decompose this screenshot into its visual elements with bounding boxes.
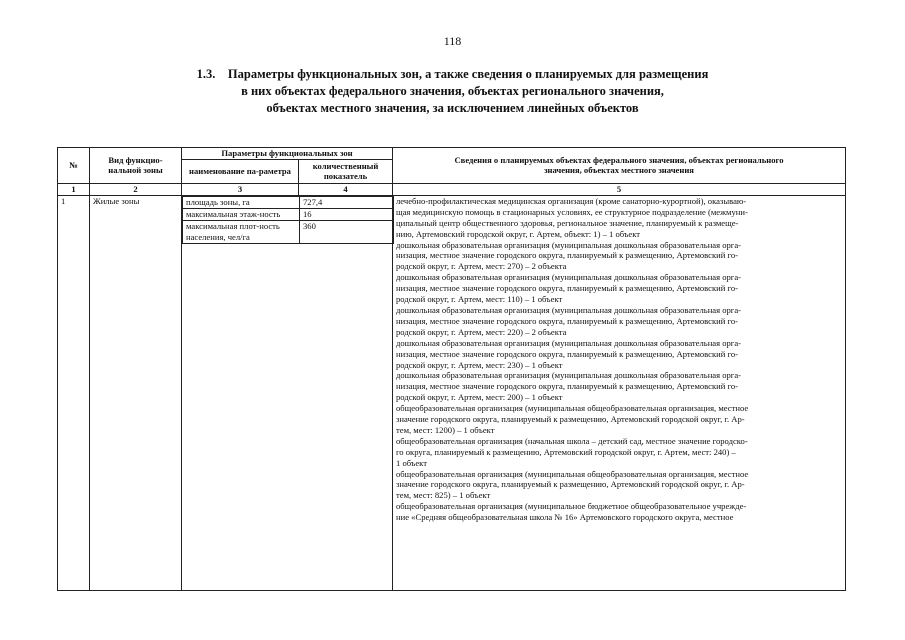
info-line: дошкольная образовательная организация (муниципальная дошкольная образовательная орга- — [396, 239, 741, 250]
info-line: родской округ, г. Артем, мест: 230) – 1 объект — [396, 359, 563, 370]
header-zone-type: Вид функцио-нальной зоны — [90, 148, 182, 184]
info-line: родской округ, г. Артем, мест: 110) – 1 объект — [396, 294, 563, 305]
param-value: 360 — [300, 220, 394, 243]
info-line: общеобразовательная организация (муниципальное бюджетное общеобразовательное учрежде- — [396, 501, 747, 512]
info-line: дошкольная образовательная организация (муниципальная дошкольная образовательная орга- — [396, 304, 741, 315]
param-row — [183, 196, 394, 208]
info-line: родской округ, г. Артем, мест: 270) – 2 объекта — [396, 261, 567, 272]
column-number: 4 — [299, 183, 393, 195]
info-line: нию, Артемовский городской округ, г. Артем, объект: 1) – 1 объект — [396, 228, 641, 239]
info-line: 1 объект — [396, 457, 427, 468]
info-line: дошкольная образовательная организация (муниципальная дошкольная образовательная орга- — [396, 337, 741, 348]
functional-zones-table — [57, 147, 846, 591]
heading-line: объектах местного значения, за исключением линейных объектов — [266, 101, 639, 115]
info-line: общеобразовательная организация (муниципальная общеобразовательная организация, местное — [396, 403, 749, 414]
param-name: площадь зоны, га — [183, 196, 300, 208]
column-number: 1 — [58, 183, 90, 195]
info-line: родской округ, г. Артем, мест: 220) – 2 объекта — [396, 326, 567, 337]
params-subtable — [182, 196, 394, 244]
info-line: го округа, планируемый к размещению, Артемовский городской округ, г. Артем, мест: 240) – — [396, 446, 736, 457]
info-line: низация, местное значение городского округа, планируемый к размещению, Артемовский го- — [396, 315, 738, 326]
column-number: 3 — [182, 183, 299, 195]
info-line: значение городского округа, планируемый к размещению, Артемовский городской округ, г. Ар- — [396, 479, 745, 490]
header-param-name: наименование па-раметра — [182, 159, 299, 183]
header-objects-info: Сведения о планируемых объектах федерального значения, объектах регионального значения, объектах местного значения — [393, 148, 846, 184]
info-line: щая медицинскую помощь в стационарных условиях, ее структурное подразделение (межмуни- — [396, 206, 748, 217]
info-line: лечебно-профилактическая медицинская организация (кроме санаторно-курортной), оказываю- — [396, 195, 747, 206]
info-line: низация, местное значение городского округа, планируемый к размещению, Артемовский го- — [396, 250, 738, 261]
header-num: № — [58, 148, 90, 184]
header-params-group: Параметры функциональных зон — [182, 148, 393, 160]
header-param-value: количественный показатель — [299, 159, 393, 183]
info-line: дошкольная образовательная организация (муниципальная дошкольная образовательная орга- — [396, 272, 741, 283]
info-line: тем, мест: 825) – 1 объект — [396, 490, 491, 501]
param-row — [183, 208, 394, 220]
info-line: низация, местное значение городского округа, планируемый к размещению, Артемовский го- — [396, 348, 738, 359]
param-name: максимальная этаж-ность — [183, 208, 300, 220]
section-heading — [60, 66, 845, 117]
table-row — [58, 195, 846, 590]
heading-line: в них объектах федерального значения, объектах регионального значения, — [241, 84, 664, 98]
row-num: 1 — [58, 195, 90, 590]
info-line: тем, мест: 1200) – 1 объект — [396, 424, 495, 435]
param-value: 727,4 — [300, 196, 394, 208]
row-zone-type: Жилые зоны — [90, 195, 182, 590]
info-line: низация, местное значение городского округа, планируемый к размещению, Артемовский го- — [396, 283, 738, 294]
column-number: 2 — [90, 183, 182, 195]
page-number: 118 — [443, 34, 462, 48]
params-cell — [182, 195, 393, 590]
info-line: дошкольная образовательная организация (муниципальная дошкольная образовательная орга- — [396, 370, 741, 381]
param-value: 16 — [300, 208, 394, 220]
column-number: 5 — [393, 183, 846, 195]
info-line: родской округ, г. Артем, мест: 200) – 1 объект — [396, 392, 563, 403]
param-row — [183, 220, 394, 243]
param-name: максимальная плот-ность населения, чел/га — [183, 220, 300, 243]
info-line: общеобразовательная организация (начальная школа – детский сад, местное значение городско- — [396, 435, 748, 446]
heading-line: 1.3. Параметры функциональных зон, а также сведения о планируемых для размещения — [196, 67, 709, 81]
info-line: низация, местное значение городского округа, планируемый к размещению, Артемовский го- — [396, 381, 738, 392]
objects-info-cell — [393, 195, 846, 590]
info-line: ние «Средняя общеобразовательная школа № 16» Артемовского городского округа, местное — [396, 512, 734, 523]
info-line: общеобразовательная организация (муниципальная общеобразовательная организация, местное — [396, 468, 749, 479]
info-line: значение городского округа, планируемый к размещению, Артемовский городской округ, г. Ар- — [396, 414, 745, 425]
info-line: ципальный центр общественного здоровья, региональное значение, планируемый к размеще- — [396, 217, 739, 228]
column-numbers-row — [58, 183, 846, 195]
